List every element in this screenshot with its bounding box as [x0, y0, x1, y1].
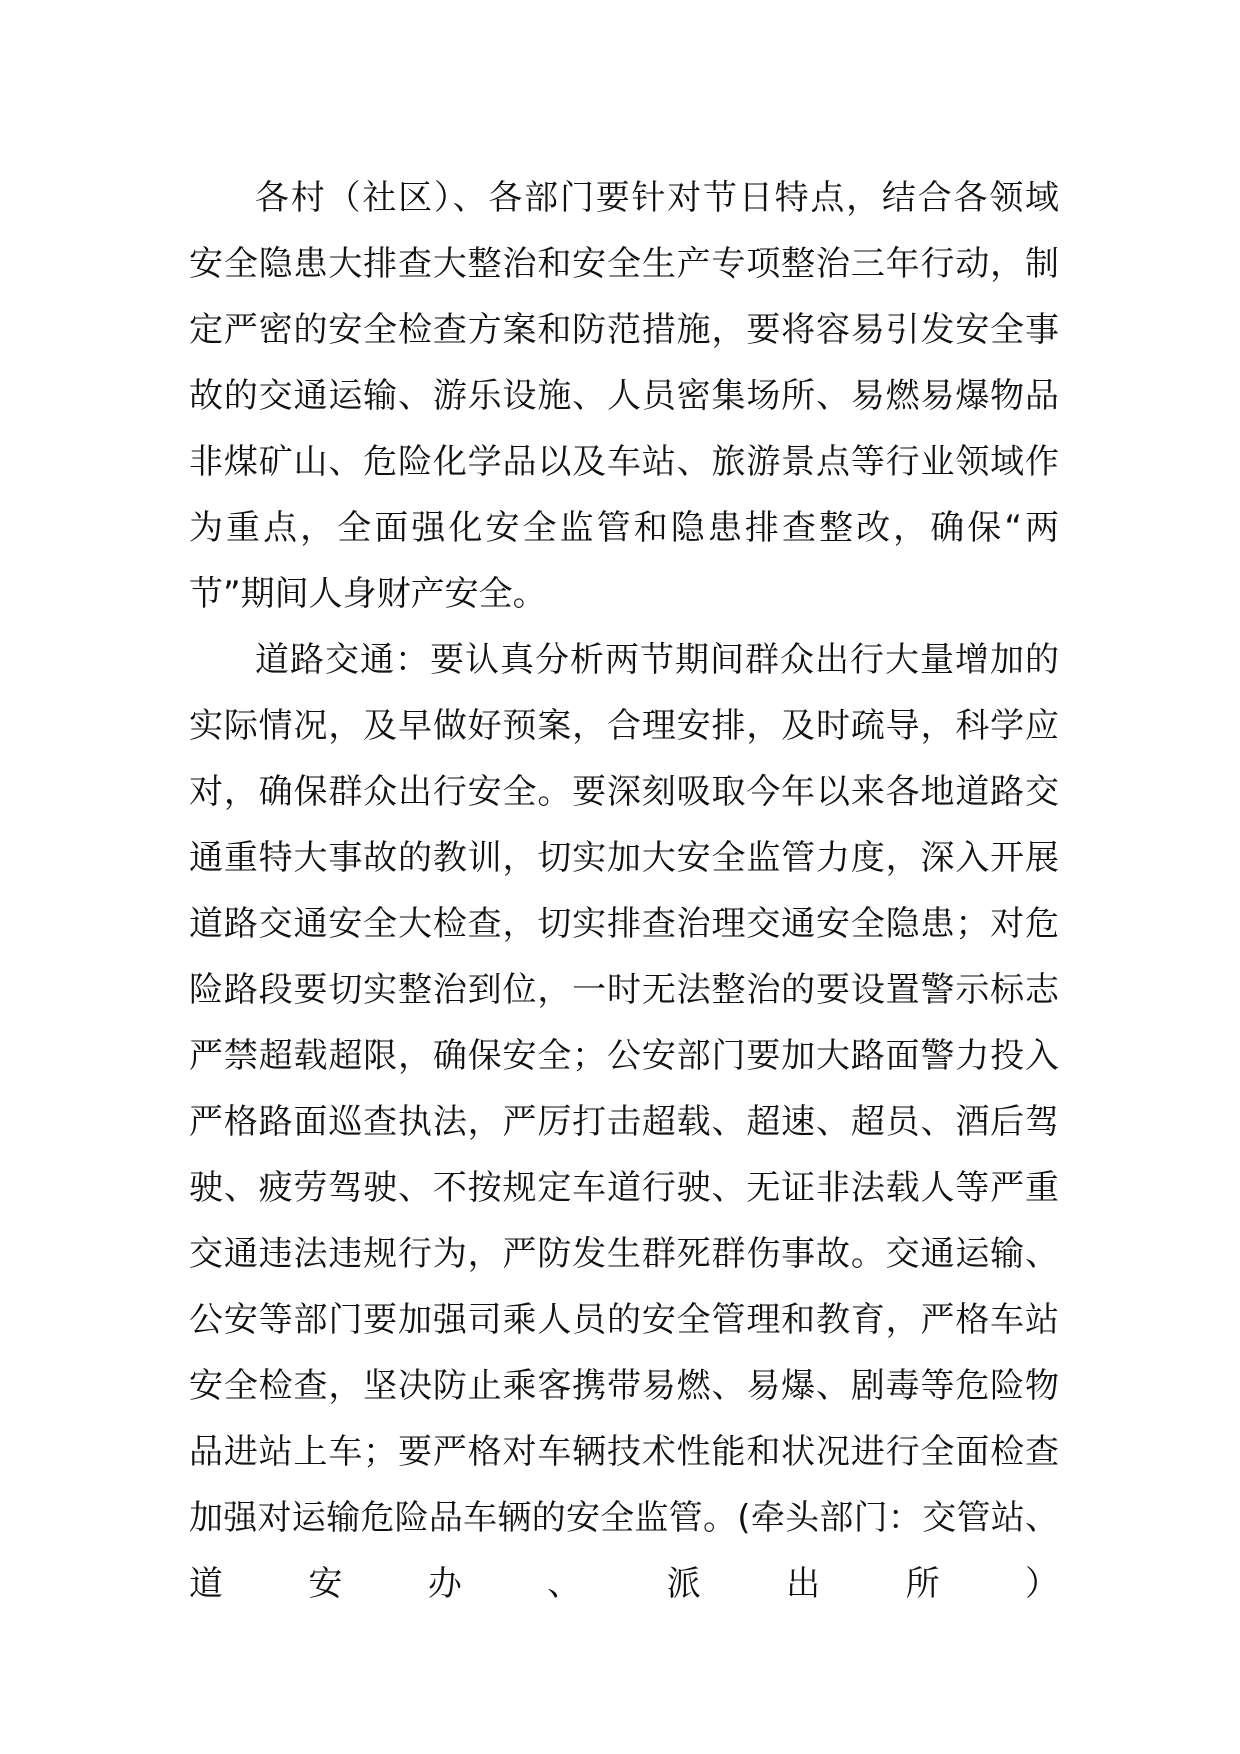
paragraph-road-traffic: [189, 627, 1059, 1683]
paragraph-line: 故的交通运输、游乐设施、人员密集场所、易燃易爆物品: [189, 376, 1059, 416]
paragraph-line: 道路交通安全大检查，切实排查治理交通安全隐患；对危: [189, 904, 1059, 944]
paragraph-line: 险路段要切实整治到位，一时无法整治的要设置警示标志: [189, 970, 1059, 1010]
paragraph-line: 安全隐患大排查大整治和安全生产专项整治三年行动，制: [189, 244, 1059, 284]
paragraph-line: 道路交通：要认真分析两节期间群众出行大量增加的: [255, 640, 1059, 680]
paragraph-line: 实际情况，及早做好预案，合理安排，及时疏导，科学应: [189, 706, 1059, 746]
paragraph-line: 各村（社区）、各部门要针对节日特点，结合各领域: [255, 178, 1059, 218]
paragraph-line: 非煤矿山、危险化学品以及车站、旅游景点等行业领域作: [189, 442, 1059, 482]
paragraph-line: 通重特大事故的教训，切实加大安全监管力度，深入开展: [189, 838, 1059, 878]
paragraph-line: 道安办、派出所）: [189, 1564, 1059, 1604]
paragraph-line: 定严密的安全检查方案和防范措施，要将容易引发安全事: [189, 310, 1059, 350]
paragraph-line: 严格路面巡查执法，严厉打击超载、超速、超员、酒后驾: [189, 1102, 1059, 1142]
paragraph-line: 驶、疲劳驾驶、不按规定车道行驶、无证非法载人等严重: [189, 1168, 1059, 1208]
paragraph-holiday-safety: [189, 165, 1059, 627]
paragraph-line: 安全检查，坚决防止乘客携带易燃、易爆、剧毒等危险物: [189, 1366, 1059, 1406]
paragraph-line: 品进站上车；要严格对车辆技术性能和状况进行全面检查: [189, 1432, 1059, 1472]
paragraph-line: 为重点，全面强化安全监管和隐患排查整改，确保“两: [189, 508, 1059, 548]
paragraph-line: 节”期间人身财产安全。: [189, 574, 547, 614]
paragraph-line: 公安等部门要加强司乘人员的安全管理和教育，严格车站: [189, 1300, 1059, 1340]
paragraph-line: 加强对运输危险品车辆的安全监管。(牵头部门：交管站、: [189, 1498, 1059, 1538]
paragraph-line: 交通违法违规行为，严防发生群死群伤事故。交通运输、: [189, 1234, 1059, 1274]
paragraph-line: [189, 1617, 1059, 1683]
paragraph-line: 严禁超载超限，确保安全；公安部门要加大路面警力投入: [189, 1036, 1059, 1076]
paragraph-line: 对，确保群众出行安全。要深刻吸取今年以来各地道路交: [189, 772, 1059, 812]
